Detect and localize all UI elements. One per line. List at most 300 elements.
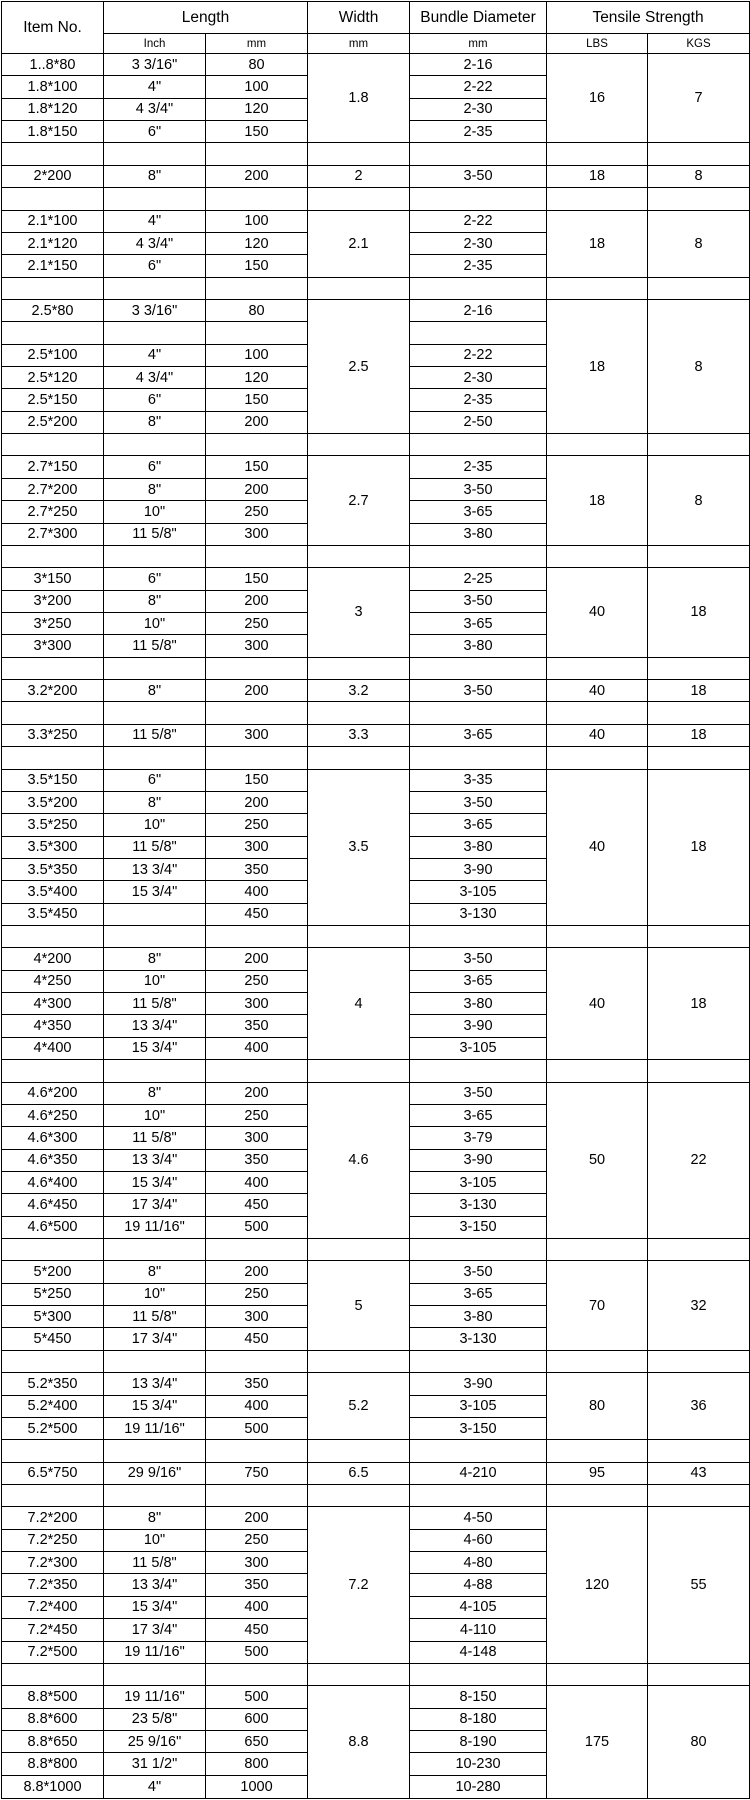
width-cell: 3.3 [308, 724, 410, 746]
item-no-cell: 7.2*450 [2, 1619, 104, 1641]
bundle-diameter-cell: 3-65 [410, 814, 547, 836]
bundle-diameter-cell: 3-65 [410, 501, 547, 523]
empty-cell [206, 1239, 308, 1261]
empty-cell [410, 1440, 547, 1462]
empty-cell [547, 143, 648, 165]
bundle-diameter-cell: 3-105 [410, 1171, 547, 1193]
length-inch-cell: 6" [104, 568, 206, 590]
bundle-diameter-cell: 3-130 [410, 903, 547, 925]
empty-cell [2, 143, 104, 165]
empty-cell [410, 1239, 547, 1261]
length-mm-cell: 300 [206, 523, 308, 545]
empty-cell [104, 747, 206, 769]
length-mm-cell: 450 [206, 1328, 308, 1350]
item-no-cell: 7.2*300 [2, 1552, 104, 1574]
bundle-diameter-header: Bundle Diameter [410, 2, 547, 34]
length-inch-cell: 15 3/4" [104, 1395, 206, 1417]
tensile-lbs-cell: 40 [547, 769, 648, 926]
length-inch-cell: 15 3/4" [104, 1171, 206, 1193]
tensile-kgs-cell: 18 [648, 568, 750, 657]
item-no-cell: 2.7*150 [2, 456, 104, 478]
length-mm-cell: 300 [206, 993, 308, 1015]
empty-cell [648, 1663, 750, 1685]
empty-cell [206, 434, 308, 456]
item-no-cell: 3*250 [2, 612, 104, 634]
item-no-cell: 4.6*200 [2, 1082, 104, 1104]
table-row [2, 1686, 750, 1708]
empty-cell [2, 702, 104, 724]
item-no-cell: 3.5*150 [2, 769, 104, 791]
empty-cell [410, 926, 547, 948]
empty-cell [648, 657, 750, 679]
bundle-diameter-cell: 4-210 [410, 1462, 547, 1484]
empty-cell [410, 1485, 547, 1507]
length-inch-cell: 11 5/8" [104, 836, 206, 858]
empty-cell [547, 1350, 648, 1372]
width-cell: 8.8 [308, 1686, 410, 1799]
tensile-lbs-cell: 40 [547, 948, 648, 1060]
empty-cell [104, 1239, 206, 1261]
length-inch-cell: 10" [104, 970, 206, 992]
bundle-diameter-cell: 3-65 [410, 612, 547, 634]
empty-cell [104, 1663, 206, 1685]
empty-cell [308, 143, 410, 165]
empty-cell [648, 926, 750, 948]
empty-cell [2, 747, 104, 769]
tensile-kgs-cell: 22 [648, 1082, 750, 1239]
bundle-diameter-cell: 2-35 [410, 456, 547, 478]
length-mm-cell: 750 [206, 1462, 308, 1484]
length-mm-cell: 650 [206, 1730, 308, 1752]
length-mm-cell: 450 [206, 903, 308, 925]
item-no-cell: 8.8*1000 [2, 1775, 104, 1798]
item-no-cell: 7.2*350 [2, 1574, 104, 1596]
separator-row [2, 1060, 750, 1082]
width-cell: 2.7 [308, 456, 410, 545]
item-no-cell: 3*300 [2, 635, 104, 657]
length-inch-cell: 13 3/4" [104, 1149, 206, 1171]
item-no-cell: 2.7*300 [2, 523, 104, 545]
empty-cell [308, 702, 410, 724]
width-cell: 3.5 [308, 769, 410, 926]
item-no-cell: 5*250 [2, 1283, 104, 1305]
bundle-diameter-cell: 8-180 [410, 1708, 547, 1730]
length-inch-cell: 19 11/16" [104, 1216, 206, 1238]
length-mm-cell: 400 [206, 881, 308, 903]
empty-cell [547, 1239, 648, 1261]
length-mm-cell: 350 [206, 1015, 308, 1037]
length-inch-cell: 31 1/2" [104, 1753, 206, 1775]
width-cell: 4 [308, 948, 410, 1060]
bundle-diameter-cell: 2-16 [410, 299, 547, 321]
table-row [2, 724, 750, 746]
empty-cell [308, 1440, 410, 1462]
width-cell: 6.5 [308, 1462, 410, 1484]
length-mm-cell: 250 [206, 970, 308, 992]
length-mm-cell: 200 [206, 948, 308, 970]
item-no-cell: 4*350 [2, 1015, 104, 1037]
bundle-diameter-cell: 2-50 [410, 411, 547, 433]
length-mm-cell: 300 [206, 1306, 308, 1328]
length-inch-cell: 8" [104, 478, 206, 500]
empty-cell [308, 657, 410, 679]
item-no-cell: 4.6*350 [2, 1149, 104, 1171]
separator-row [2, 545, 750, 567]
bundle-diameter-cell: 2-30 [410, 367, 547, 389]
length-inch-cell: 4 3/4" [104, 98, 206, 120]
item-no-cell: 2.7*250 [2, 501, 104, 523]
tensile-lbs-cell: 70 [547, 1261, 648, 1350]
item-no-cell: 4.6*250 [2, 1104, 104, 1126]
item-no-cell: 4.6*300 [2, 1127, 104, 1149]
table-row [2, 165, 750, 187]
bundle-diameter-cell: 3-50 [410, 680, 547, 702]
empty-cell [104, 1060, 206, 1082]
empty-cell [104, 188, 206, 210]
length-inch-cell: 8" [104, 165, 206, 187]
length-mm-cell: 350 [206, 1149, 308, 1171]
bundle-diameter-cell: 2-22 [410, 76, 547, 98]
empty-cell [547, 702, 648, 724]
tensile-kgs-cell: 55 [648, 1507, 750, 1664]
length-inch-cell: 6" [104, 255, 206, 277]
length-inch-cell: 15 3/4" [104, 881, 206, 903]
length-inch-cell: 6" [104, 389, 206, 411]
empty-cell [206, 1663, 308, 1685]
length-inch-cell: 15 3/4" [104, 1596, 206, 1618]
empty-cell [648, 545, 750, 567]
bundle-diameter-cell: 2-25 [410, 568, 547, 590]
empty-cell [308, 1239, 410, 1261]
table-row [2, 54, 750, 76]
empty-cell [547, 545, 648, 567]
length-inch-cell: 4" [104, 210, 206, 232]
item-no-cell: 2.5*200 [2, 411, 104, 433]
bundle-diameter-cell: 3-80 [410, 836, 547, 858]
bundle-diameter-cell: 3-90 [410, 1149, 547, 1171]
width-cell: 3.2 [308, 680, 410, 702]
length-mm-cell: 250 [206, 1104, 308, 1126]
tensile-kgs-cell: 43 [648, 1462, 750, 1484]
table-row [2, 1373, 750, 1395]
length-mm-cell: 450 [206, 1619, 308, 1641]
item-no-cell: 3.5*400 [2, 881, 104, 903]
length-inch-cell: 11 5/8" [104, 1127, 206, 1149]
length-mm-cell: 200 [206, 791, 308, 813]
item-no-cell: 8.8*800 [2, 1753, 104, 1775]
table-row [2, 680, 750, 702]
empty-cell [648, 277, 750, 299]
item-no-cell: 2.5*100 [2, 344, 104, 366]
empty-cell [104, 434, 206, 456]
item-no-cell: 8.8*500 [2, 1686, 104, 1708]
bundle-diameter-cell: 3-90 [410, 858, 547, 880]
item-no-cell: 7.2*400 [2, 1596, 104, 1618]
length-mm-cell: 250 [206, 1529, 308, 1551]
bundle-diameter-cell: 3-50 [410, 478, 547, 500]
tensile-kgs-cell: 18 [648, 724, 750, 746]
bundle-diameter-cell: 3-130 [410, 1328, 547, 1350]
table-row [2, 948, 750, 970]
length-mm-cell: 500 [206, 1417, 308, 1439]
item-no-cell: 4*300 [2, 993, 104, 1015]
bundle-diameter-cell: 4-105 [410, 1596, 547, 1618]
bundle-diameter-cell: 3-90 [410, 1015, 547, 1037]
item-no-cell: 4*400 [2, 1037, 104, 1059]
length-inch-cell: 10" [104, 1529, 206, 1551]
item-no-cell: 2.1*150 [2, 255, 104, 277]
tensile-lbs-cell: 40 [547, 680, 648, 702]
length-mm-cell: 500 [206, 1686, 308, 1708]
item-no-cell: 4*200 [2, 948, 104, 970]
length-mm-cell: 200 [206, 165, 308, 187]
bundle-diameter-cell: 3-150 [410, 1216, 547, 1238]
separator-row [2, 657, 750, 679]
empty-cell [648, 434, 750, 456]
length-inch-cell: 8" [104, 948, 206, 970]
tensile-kgs-cell: 36 [648, 1373, 750, 1440]
item-no-cell: 3.5*350 [2, 858, 104, 880]
item-no-cell: 2.5*150 [2, 389, 104, 411]
length-mm-cell: 400 [206, 1395, 308, 1417]
item-no-cell [2, 322, 104, 344]
tensile-kgs-cell: 18 [648, 680, 750, 702]
separator-row [2, 1440, 750, 1462]
length-inch-cell: 3 3/16" [104, 299, 206, 321]
bundle-diameter-cell: 10-280 [410, 1775, 547, 1798]
empty-cell [547, 747, 648, 769]
empty-cell [104, 1350, 206, 1372]
header-row-main [2, 2, 750, 34]
length-mm-cell: 300 [206, 1127, 308, 1149]
item-no-cell: 8.8*650 [2, 1730, 104, 1752]
width-cell: 7.2 [308, 1507, 410, 1664]
tensile-lbs-cell: 18 [547, 299, 648, 433]
item-no-cell: 3*150 [2, 568, 104, 590]
empty-cell [308, 545, 410, 567]
length-inch-cell: 11 5/8" [104, 523, 206, 545]
length-mm-cell: 300 [206, 635, 308, 657]
length-mm-cell: 1000 [206, 1775, 308, 1798]
separator-row [2, 1239, 750, 1261]
bundle-diameter-cell: 3-80 [410, 993, 547, 1015]
separator-row [2, 1663, 750, 1685]
bundle-diameter-cell: 3-105 [410, 881, 547, 903]
empty-cell [206, 926, 308, 948]
empty-cell [206, 1485, 308, 1507]
empty-cell [2, 1239, 104, 1261]
length-inch-cell: 11 5/8" [104, 1552, 206, 1574]
length-mm-cell: 80 [206, 299, 308, 321]
bundle-diameter-cell: 2-35 [410, 121, 547, 143]
bundle-diameter-cell: 2-35 [410, 255, 547, 277]
item-no-cell: 7.2*200 [2, 1507, 104, 1529]
length-mm-cell: 200 [206, 478, 308, 500]
tensile-kgs-cell: 8 [648, 456, 750, 545]
length-inch-cell: 11 5/8" [104, 635, 206, 657]
empty-cell [206, 545, 308, 567]
empty-cell [648, 702, 750, 724]
table-row [2, 568, 750, 590]
item-no-cell: 3*200 [2, 590, 104, 612]
width-cell: 2.5 [308, 299, 410, 433]
length-inch-cell: 17 3/4" [104, 1328, 206, 1350]
separator-row [2, 702, 750, 724]
length-inch-cell: 8" [104, 1261, 206, 1283]
length-inch-cell: 29 9/16" [104, 1462, 206, 1484]
bundle-diameter-cell: 3-35 [410, 769, 547, 791]
table-row [2, 299, 750, 321]
empty-cell [410, 434, 547, 456]
empty-cell [2, 545, 104, 567]
length-mm-cell: 150 [206, 456, 308, 478]
length-inch-cell: 4" [104, 76, 206, 98]
item-no-cell: 1.8*120 [2, 98, 104, 120]
item-no-cell: 3.5*250 [2, 814, 104, 836]
bundle-diameter-cell: 2-16 [410, 54, 547, 76]
width-cell: 4.6 [308, 1082, 410, 1239]
item-no-cell: 4.6*450 [2, 1194, 104, 1216]
bundle-diameter-cell: 8-150 [410, 1686, 547, 1708]
bundle-diameter-cell: 3-50 [410, 948, 547, 970]
length-mm-cell: 200 [206, 590, 308, 612]
tensile-kgs-cell: 32 [648, 1261, 750, 1350]
item-no-cell: 5.2*400 [2, 1395, 104, 1417]
item-no-cell: 2.5*120 [2, 367, 104, 389]
length-mm-cell: 100 [206, 344, 308, 366]
bundle-diameter-cell: 10-230 [410, 1753, 547, 1775]
empty-cell [547, 188, 648, 210]
length-mm-cell: 200 [206, 411, 308, 433]
item-no-cell: 1.8*100 [2, 76, 104, 98]
item-no-cell: 2.1*100 [2, 210, 104, 232]
length-inch-cell: 4 3/4" [104, 367, 206, 389]
length-mm-cell: 500 [206, 1641, 308, 1663]
width-cell: 2.1 [308, 210, 410, 277]
length-inch-cell: 10" [104, 1104, 206, 1126]
length-inch-cell: 4" [104, 344, 206, 366]
bundle-diameter-cell: 3-50 [410, 791, 547, 813]
empty-cell [410, 277, 547, 299]
length-inch-cell: 6" [104, 121, 206, 143]
separator-row [2, 926, 750, 948]
empty-cell [2, 926, 104, 948]
length-mm-cell: 150 [206, 255, 308, 277]
length-inch-cell: 6" [104, 769, 206, 791]
length-mm-unit-header: mm [206, 34, 308, 54]
empty-cell [410, 545, 547, 567]
tensile-lbs-cell: 80 [547, 1373, 648, 1440]
tensile-lbs-cell: 175 [547, 1686, 648, 1799]
item-no-cell: 4*250 [2, 970, 104, 992]
bundle-diameter-cell: 3-50 [410, 1261, 547, 1283]
tensile-strength-header: Tensile Strength [547, 2, 750, 34]
empty-cell [2, 1485, 104, 1507]
empty-cell [648, 1350, 750, 1372]
separator-row [2, 434, 750, 456]
length-inch-cell: 10" [104, 612, 206, 634]
item-no-cell: 3.5*300 [2, 836, 104, 858]
empty-cell [410, 143, 547, 165]
length-header: Length [104, 2, 308, 34]
length-mm-cell [206, 322, 308, 344]
tensile-kgs-cell: 7 [648, 54, 750, 143]
empty-cell [648, 1485, 750, 1507]
empty-cell [206, 277, 308, 299]
empty-cell [547, 657, 648, 679]
kgs-unit-header: KGS [648, 34, 750, 54]
bundle-diameter-cell: 3-80 [410, 635, 547, 657]
empty-cell [104, 702, 206, 724]
length-mm-cell: 600 [206, 1708, 308, 1730]
empty-cell [410, 188, 547, 210]
tensile-lbs-cell: 120 [547, 1507, 648, 1664]
separator-row [2, 277, 750, 299]
item-no-cell: 5.2*500 [2, 1417, 104, 1439]
empty-cell [104, 143, 206, 165]
length-inch-cell: 4" [104, 1775, 206, 1798]
length-mm-cell: 300 [206, 836, 308, 858]
empty-cell [2, 1440, 104, 1462]
length-mm-cell: 450 [206, 1194, 308, 1216]
length-inch-cell: 17 3/4" [104, 1619, 206, 1641]
item-no-cell: 3.5*200 [2, 791, 104, 813]
bundle-diameter-cell: 3-65 [410, 1104, 547, 1126]
tensile-lbs-cell: 95 [547, 1462, 648, 1484]
empty-cell [2, 188, 104, 210]
item-no-header: Item No. [2, 2, 104, 54]
tensile-kgs-cell: 8 [648, 210, 750, 277]
item-no-cell: 5*450 [2, 1328, 104, 1350]
length-mm-cell: 500 [206, 1216, 308, 1238]
empty-cell [547, 1663, 648, 1685]
empty-cell [206, 1440, 308, 1462]
width-mm-unit-header: mm [308, 34, 410, 54]
item-no-cell: 7.2*500 [2, 1641, 104, 1663]
empty-cell [206, 657, 308, 679]
length-inch-cell: 8" [104, 411, 206, 433]
bundle-diameter-cell: 4-148 [410, 1641, 547, 1663]
bundle-diameter-cell: 3-105 [410, 1037, 547, 1059]
table-row [2, 1507, 750, 1529]
empty-cell [308, 277, 410, 299]
width-cell: 5.2 [308, 1373, 410, 1440]
empty-cell [206, 747, 308, 769]
length-mm-cell: 200 [206, 1507, 308, 1529]
length-inch-cell: 13 3/4" [104, 858, 206, 880]
length-mm-cell: 200 [206, 680, 308, 702]
length-mm-cell: 300 [206, 1552, 308, 1574]
bundle-diameter-cell: 3-50 [410, 165, 547, 187]
length-mm-cell: 350 [206, 1373, 308, 1395]
bundle-diameter-cell: 3-130 [410, 1194, 547, 1216]
bundle-diameter-cell: 2-30 [410, 98, 547, 120]
empty-cell [410, 747, 547, 769]
empty-cell [2, 1663, 104, 1685]
length-mm-cell: 250 [206, 501, 308, 523]
empty-cell [104, 657, 206, 679]
length-mm-cell: 120 [206, 367, 308, 389]
empty-cell [308, 747, 410, 769]
empty-cell [2, 1350, 104, 1372]
length-mm-cell: 250 [206, 814, 308, 836]
length-mm-cell: 800 [206, 1753, 308, 1775]
bundle-diameter-cell: 4-88 [410, 1574, 547, 1596]
tensile-lbs-cell: 40 [547, 568, 648, 657]
empty-cell [104, 277, 206, 299]
separator-row [2, 1350, 750, 1372]
length-inch-cell [104, 903, 206, 925]
